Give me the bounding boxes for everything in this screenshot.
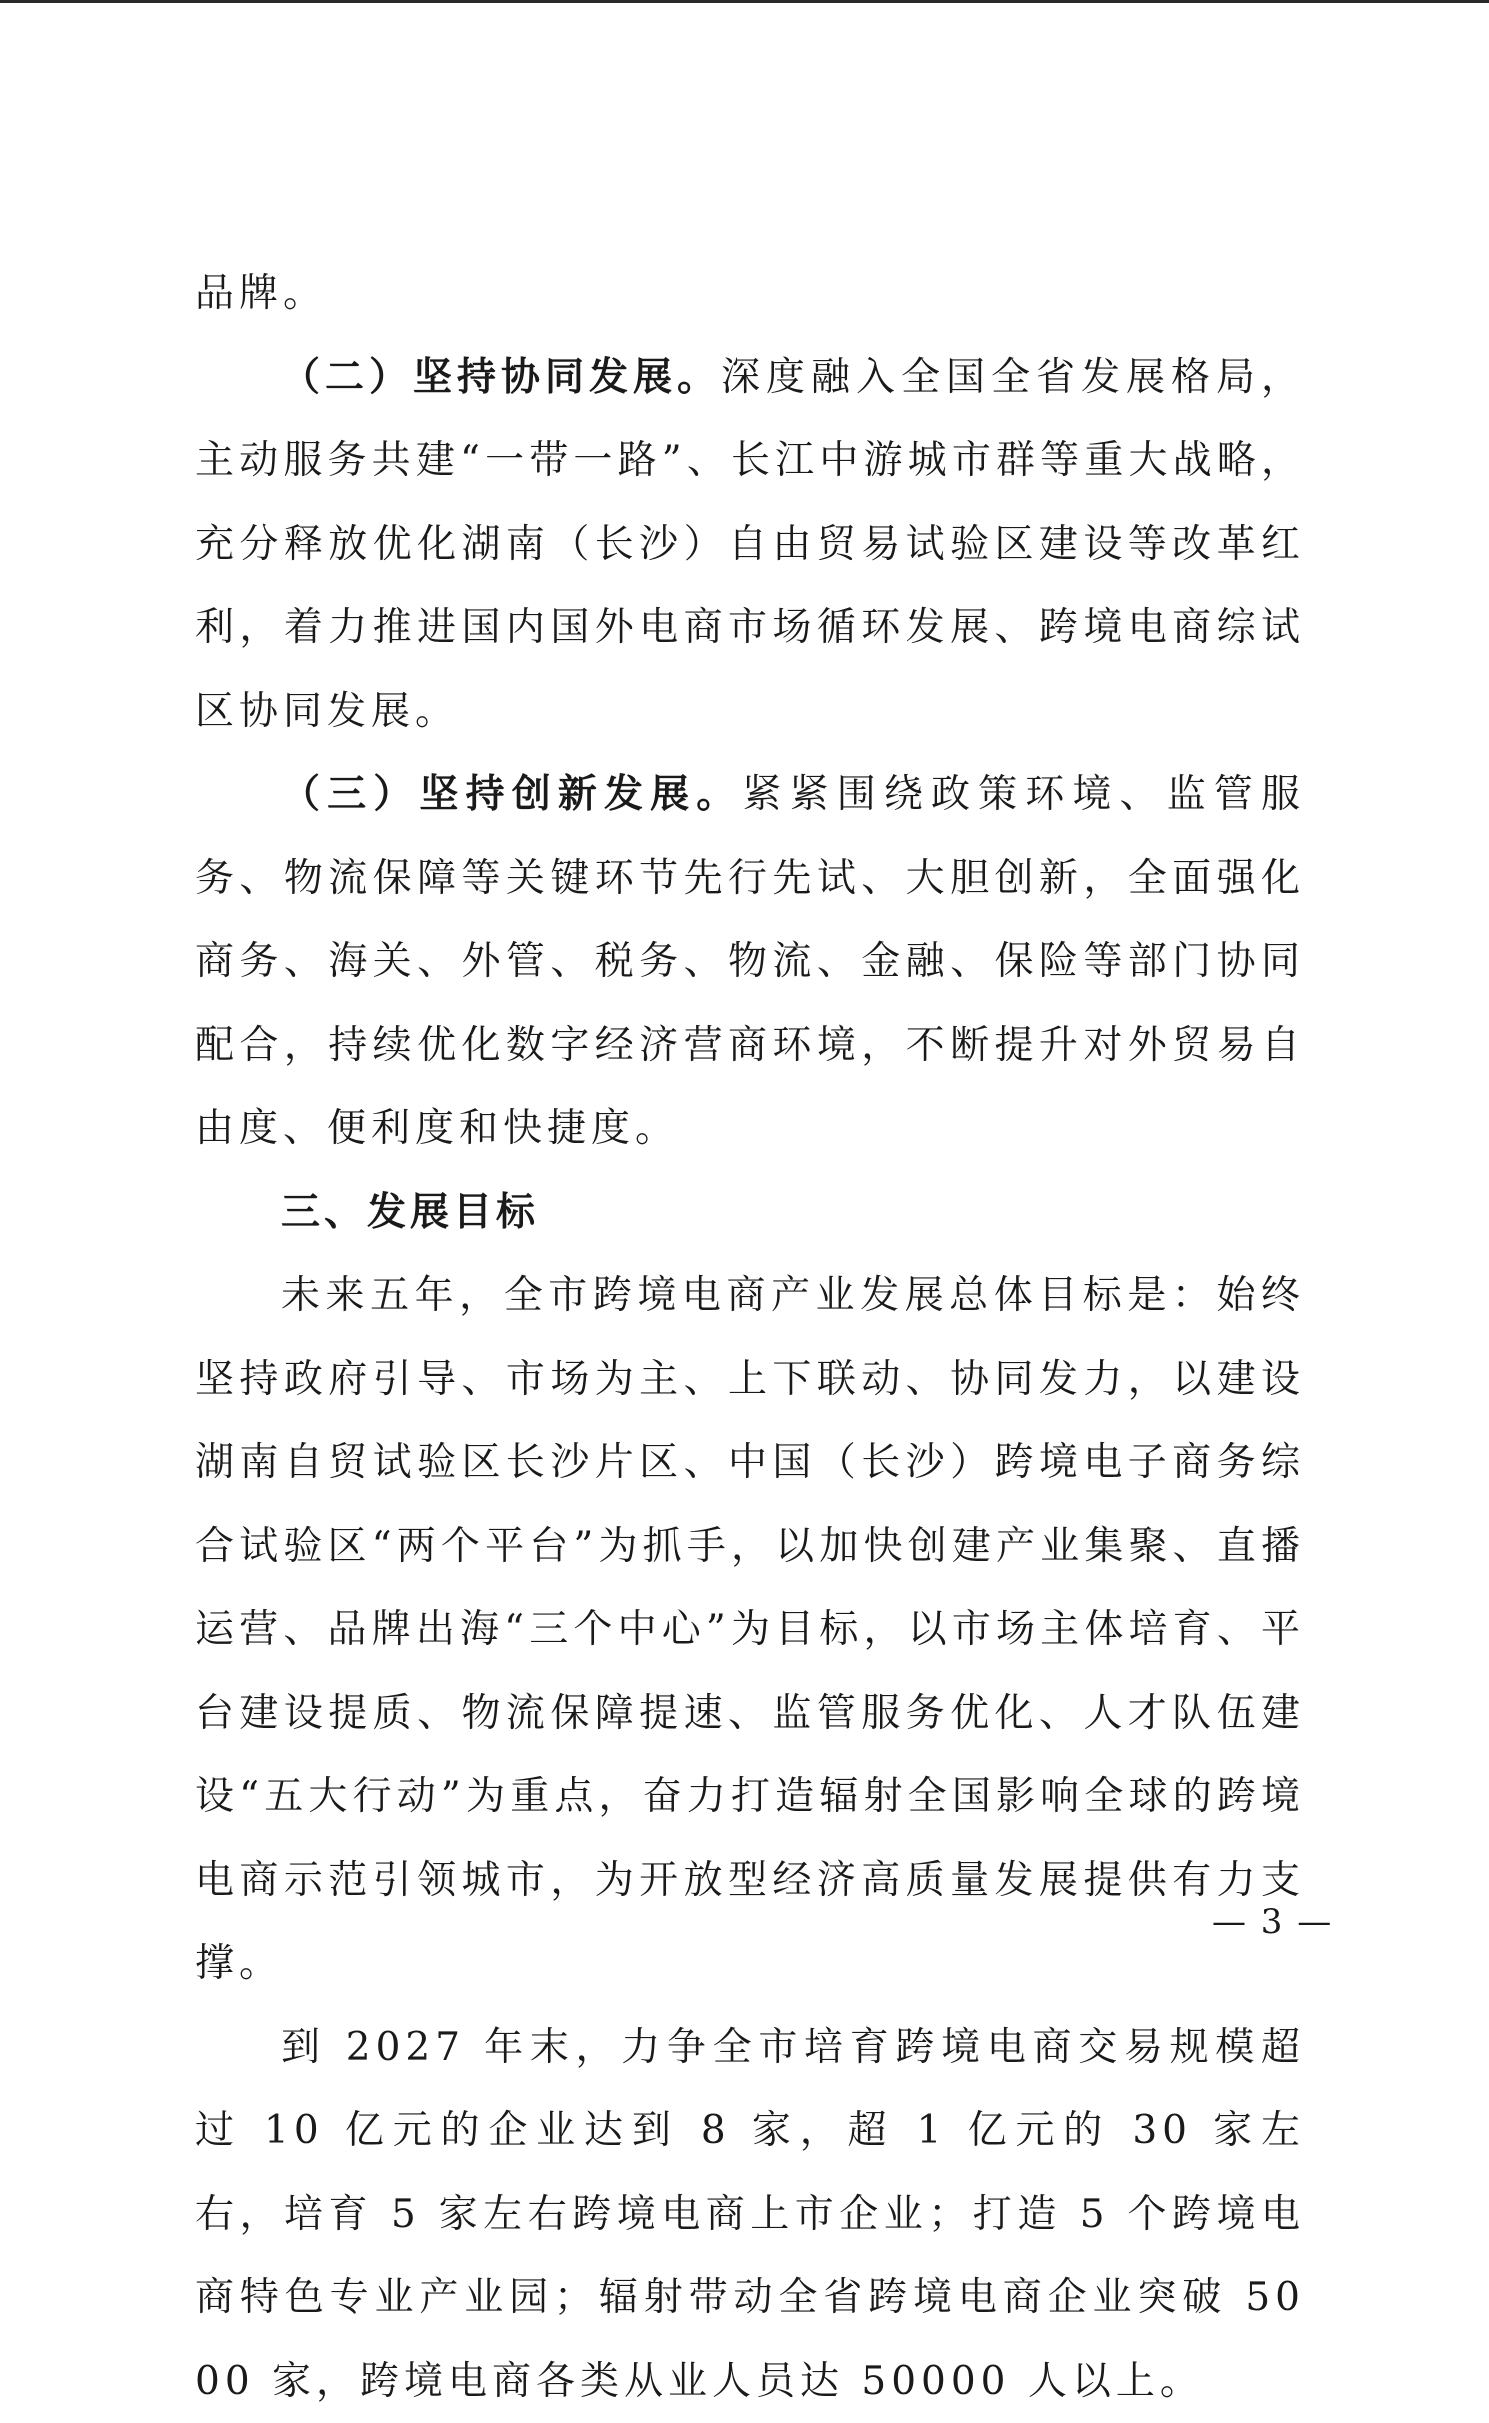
paragraph-lead: （二）坚持协同发展。 (281, 355, 721, 400)
top-border-line (0, 0, 1489, 3)
page-number: — 3 — (1212, 1902, 1333, 1942)
paragraph-text: 紧紧围绕政策环境、监管服务、物流保障等关键环节先行先试、大胆创新，全面强化商务、海关、外管、税务、物流、金融、保险等部门协同配合，持续优化数字经济营商环境，不断提升对外贸易自由度、便利度和快捷度。 (195, 772, 1305, 1151)
paragraph-lead: （三）坚持创新发展。 (281, 772, 742, 817)
paragraph-continuation (195, 252, 1305, 336)
paragraph-2027-target: 到 2027 年末，力争全市培育跨境电商交易规模超过 10 亿元的企业达到 8 家，超 1 亿元的 30 家左右，培育 5 家左右跨境电商上市企业；打造 5 个跨境电商特色专业产业园；辐射带动全省跨境电商企业突破 5000 家，跨境电商各类从业人员达 50000 人以上。 (195, 2006, 1305, 2423)
section-heading: 三、发展目标 (195, 1171, 1305, 1255)
paragraph-text: 深度融入全国全省发展格局，主动服务共建“一带一路”、长江中游城市群等重大战略，充分释放优化湖南（长沙）自由贸易试验区建设等改革红利，着力推进国内国外电商市场循环发展、跨境电商综试区协同发展。 (195, 355, 1305, 734)
paragraph-innovative-development (195, 753, 1305, 1171)
paragraph-text: 品牌。 (195, 271, 327, 316)
document-body (195, 252, 1305, 2423)
paragraph-overall-goal: 未来五年，全市跨境电商产业发展总体目标是：始终坚持政府引导、市场为主、上下联动、协同发力，以建设湖南自贸试验区长沙片区、中国（长沙）跨境电子商务综合试验区“两个平台”为抓手，以加快创建产业集聚、直播运营、品牌出海“三个中心”为目标，以市场主体培育、平台建设提质、物流保障提速、监管服务优化、人才队伍建设“五大行动”为重点，奋力打造辐射全国影响全球的跨境电商示范引领城市，为开放型经济高质量发展提供有力支撑。 (195, 1254, 1305, 2006)
paragraph-coordinated-development (195, 336, 1305, 754)
